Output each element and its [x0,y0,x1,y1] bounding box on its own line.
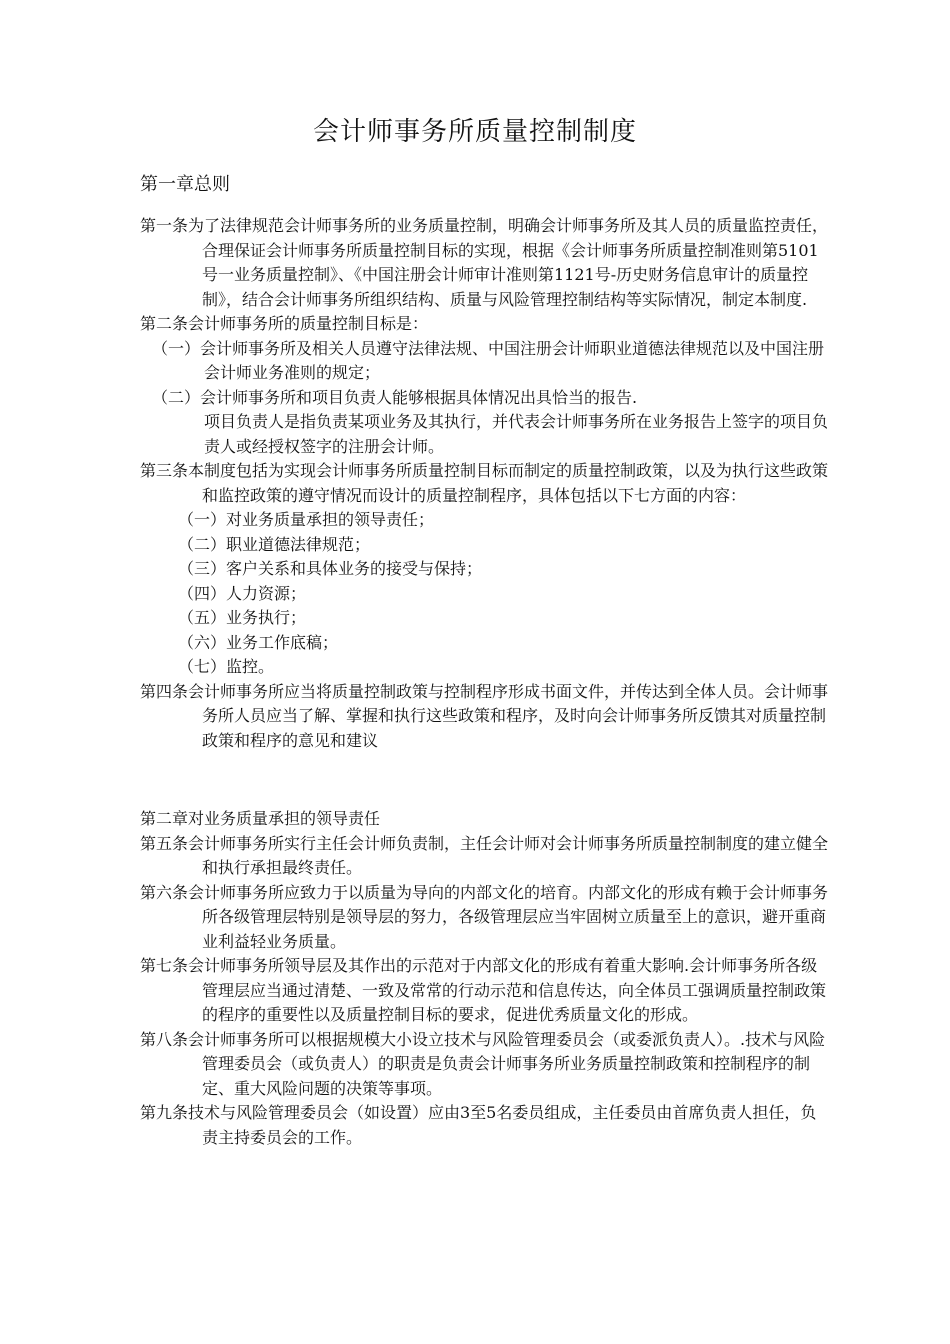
article-9: 第九条技术与风险管理委员会（如设置）应由3至5名委员组成，主任委员由首席负责人担任，负责主持委员会的工作。 [140,1103,817,1147]
article-3-list-item: （四）人力资源； [178,583,307,603]
chapter-2-heading: 第二章对业务质量承担的领导责任 [140,809,381,828]
article-3: 第三条本制度包括为实现会计师事务所质量控制目标而制定的质量控制政策，以及为执行这些政策和监控政策的遵守情况而设计的质量控制程序，具体包括以下七方面的内容： [140,461,829,505]
article-8: 第八条会计师事务所可以根据规模大小设立技术与风险管理委员会（或委派负责人）。.技术与风险管理委员会（或负责人）的职责是负责会计师事务所业务质量控制政策和控制程序的制定、重大风险问题的决策等事项。 [140,1029,826,1098]
article-3-list-item: （七）监控。 [178,657,275,676]
article-6: 第六条会计师事务所应致力于以质量为导向的内部文化的培育。内部文化的形成有赖于会计师事务所各级管理层特别是领导层的努力，各级管理层应当牢固树立质量至上的意识，避开重商业利益轻业务质量。 [140,882,829,951]
article-1: 第一条为了法律规范会计师事务所的业务质量控制，明确会计师事务所及其人员的质量监控责任，合理保证会计师事务所质量控制目标的实现，根据《会计师事务所质量控制准则第5101号一业务质量控制》、《中国注册会计师审计准则第1121号-历史财务信息审计的质量控制》，结合会计师事务所组织结构、质量与风险管理控制结构等实际情况，制定本制度. [140,216,829,309]
chapter-1-heading: 第一章总则 [140,174,230,195]
article-3-list-item: （五）业务执行； [178,608,307,627]
article-5: 第五条会计师事务所实行主任会计师负责制，主任会计师对会计师事务所质量控制制度的建立健全和执行承担最终责任。 [140,833,829,877]
article-3-list [140,508,830,680]
article-2-clause-1: （一）会计师事务所及相关人员遵守法律法规、中国注册会计师职业道德法律规范以及中国注册会计师业务准则的规定； [152,338,825,382]
article-3-list-item: （二）职业道德法律规范； [178,534,371,554]
article-4: 第四条会计师事务所应当将质量控制政策与控制程序形成书面文件，并传达到全体人员。会计师事务所人员应当了解、掌握和执行这些政策和程序，及时向会计师事务所反馈其对质量控制政策和程序的意见和建议 [140,681,829,750]
article-3-list-item: （三）客户关系和具体业务的接受与保持； [178,559,483,578]
article-2-note: 项目负责人是指负责某项业务及其执行，并代表会计师事务所在业务报告上签字的项目负责人或经授权签字的注册会计师。 [204,412,829,456]
article-7: 第七条会计师事务所领导层及其作出的示范对于内部文化的形成有着重大影响.会计师事务所各级管理层应当通过清楚、一致及常常的行动示范和信息传达，向全体员工强调质量控制政策的程序的重要性以及质量控制目标的要求，促进优秀质量文化的形成。 [140,956,827,1024]
article-3-list-item: （一）对业务质量承担的领导责任； [178,510,435,529]
article-2-clause-2: （二）会计师事务所和项目负责人能够根据具体情况出具恰当的报告. [152,387,638,407]
document-title: 会计师事务所质量控制制度 [312,117,637,147]
article-3-list-item: （六）业务工作底稿； [178,632,339,652]
article-2: 第二条会计师事务所的质量控制目标是： [140,314,429,333]
document-body [140,170,830,1150]
